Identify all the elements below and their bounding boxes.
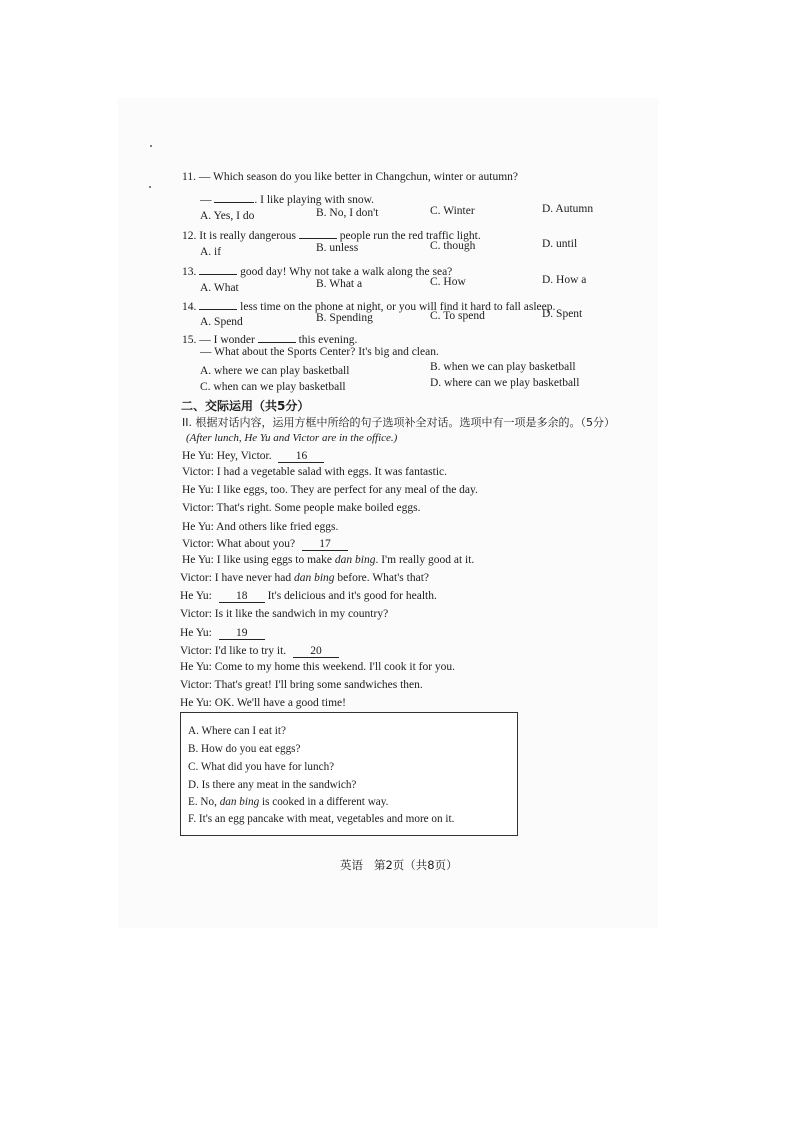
- answer-blank: [214, 190, 254, 203]
- dialogue-blank-17: 17: [302, 538, 348, 551]
- dialogue-blank-18: 18: [219, 590, 265, 603]
- dialogue-line: He Yu: 19: [180, 626, 265, 640]
- answer-blank: [258, 330, 296, 343]
- dialogue-line: Victor: Is it like the sandwich in my country?: [180, 608, 389, 620]
- q11-option-b: B. No, I don't: [316, 207, 379, 219]
- box-option-e: E. No, dan bing is cooked in a different way.: [188, 796, 389, 808]
- question-number: 11.: [182, 171, 196, 183]
- section-instruction: II. 根据对话内容，运用方框中所给的句子选项补全对话。选项中有一项是多余的。（5分）: [182, 416, 615, 429]
- q11-option-a: A. Yes, I do: [200, 210, 255, 222]
- dialogue-line: Victor: That's great! I'll bring some sandwiches then.: [180, 679, 423, 691]
- scan-speck: [149, 186, 151, 188]
- q14-option-a: A. Spend: [200, 316, 243, 328]
- box-option-c: C. What did you have for lunch?: [188, 761, 335, 773]
- section-heading: 二、交际运用（共5分）: [181, 399, 310, 413]
- dialogue-line: He Yu: Come to my home this weekend. I'll cook it for you.: [180, 661, 456, 673]
- q11-option-c: C. Winter: [430, 205, 475, 217]
- page-footer: 英语 第2页（共8页）: [340, 858, 458, 872]
- answer-blank: [199, 297, 237, 310]
- box-option-d: D. Is there any meat in the sandwich?: [188, 779, 357, 791]
- q14-stem: 14. less time on the phone at night, or you will find it hard to fall asleep.: [182, 297, 555, 314]
- q13-option-d: D. How a: [542, 274, 587, 286]
- q12-stem: 12. It is really dangerous people run the red traffic light.: [182, 226, 481, 243]
- dialogue-line: He Yu: 18 It's delicious and it's good for health.: [180, 590, 437, 602]
- box-option-a: A. Where can I eat it?: [188, 725, 286, 737]
- q14-option-c: C. To spend: [430, 310, 485, 322]
- q12-option-c: C. though: [430, 240, 476, 252]
- q12-option-d: D. until: [542, 238, 578, 250]
- q14-option-d: D. Spent: [542, 308, 583, 320]
- q15-option-d: D. where can we play basketball: [430, 377, 580, 389]
- q13-option-b: B. What a: [316, 278, 363, 290]
- dialogue-line: Victor: I had a vegetable salad with eggs. It was fantastic.: [182, 466, 447, 478]
- dialogue-line: Victor: I'd like to try it. 20: [180, 644, 339, 658]
- dialogue-blank-20: 20: [293, 645, 339, 658]
- dialogue-line: Victor: I have never had dan bing before. What's that?: [180, 572, 429, 584]
- q15-option-c: C. when can we play basketball: [200, 381, 346, 393]
- q15-option-b: B. when we can play basketball: [430, 361, 576, 373]
- dialogue-line: He Yu: OK. We'll have a good time!: [180, 697, 346, 709]
- box-option-f: F. It's an egg pancake with meat, vegetables and more on it.: [188, 813, 455, 825]
- q11-stem: 11. — Which season do you like better in Changchun, winter or autumn?: [182, 171, 518, 183]
- q11-option-d: D. Autumn: [542, 203, 594, 215]
- scan-speck: [150, 145, 152, 147]
- dialogue-line: Victor: What about you? 17: [182, 537, 348, 551]
- q12-option-a: A. if: [200, 246, 222, 258]
- q13-option-a: A. What: [200, 282, 239, 294]
- dialogue-line: Victor: That's right. Some people make boiled eggs.: [182, 502, 421, 514]
- q13-stem: 13. good day! Why not take a walk along the sea?: [182, 262, 452, 279]
- q11-stem-line2: — . I like playing with snow.: [200, 190, 374, 207]
- box-option-b: B. How do you eat eggs?: [188, 743, 301, 755]
- q15-stem: 15. — I wonder this evening.: [182, 330, 357, 347]
- q15-option-a: A. where we can play basketball: [200, 365, 350, 377]
- q14-option-b: B. Spending: [316, 312, 373, 324]
- answer-blank: [299, 226, 337, 239]
- dialogue-blank-19: 19: [219, 627, 265, 640]
- options-box: [180, 712, 518, 836]
- answer-blank: [199, 262, 237, 275]
- q15-stem-line2: — What about the Sports Center? It's big and clean.: [200, 346, 439, 358]
- dialogue-line: He Yu: And others like fried eggs.: [182, 521, 339, 533]
- dialogue-line: He Yu: I like eggs, too. They are perfect for any meal of the day.: [182, 484, 478, 496]
- dialogue-blank-16: 16: [278, 450, 324, 463]
- q13-option-c: C. How: [430, 276, 466, 288]
- q12-option-b: B. unless: [316, 242, 359, 254]
- dialogue-line: He Yu: I like using eggs to make dan bing. I'm really good at it.: [182, 554, 475, 566]
- dialogue-line: He Yu: Hey, Victor. 16: [182, 449, 324, 463]
- dialogue-context: (After lunch, He Yu and Victor are in the office.): [186, 432, 398, 444]
